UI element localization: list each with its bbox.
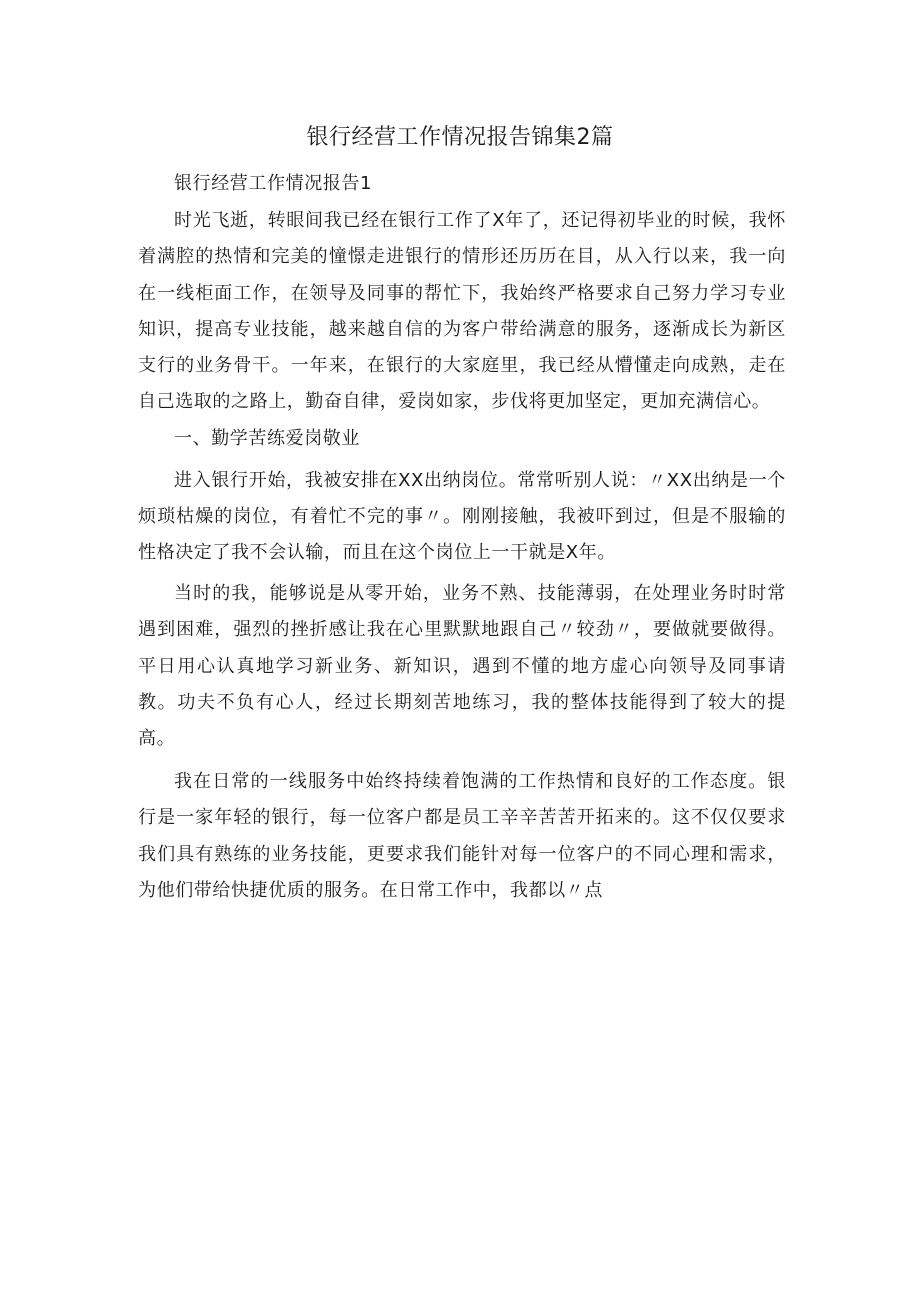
- body-paragraph-3: 我在日常的一线服务中始终持续着饱满的工作热情和良好的工作态度。银行是一家年轻的银行，每一位客户都是员工辛辛苦苦开拓来的。这不仅仅要求我们具有熟练的业务技能，更要求我们能针对每一位客户的不同心理和需求，为他们带给快捷优质的服务。在日常工作中，我都以〃点: [138, 771, 786, 901]
- document-body: [138, 166, 786, 909]
- body-paragraph-2: 当时的我，能够说是从零开始，业务不熟、技能薄弱，在处理业务时时常遇到困难，强烈的挫折感让我在心里默默地跟自己〃较劲〃，要做就要做得。平日用心认真地学习新业务、新知识，遇到不懂的地方虚心向领导及同事请教。功夫不负有心人，经过长期刻苦地练习，我的整体技能得到了较大的提高。: [138, 583, 786, 750]
- section-heading-report-1: 银行经营工作情况报告1: [174, 173, 373, 194]
- body-paragraph-1: 进入银行开始，我被安排在XX出纳岗位。常常听别人说：〃XX出纳是一个烦琐枯燥的岗位，有着忙不完的事〃。刚刚接触，我被吓到过，但是不服输的性格决定了我不会认输，而且在这个岗位上一干就是X年。: [138, 469, 786, 564]
- section-heading-1: 一、勤学苦练爱岗敬业: [174, 428, 360, 450]
- intro-paragraph: 时光飞逝，转眼间我已经在银行工作了X年了，还记得初毕业的时候，我怀着满腔的热情和完美的憧憬走进银行的情形还历历在目，从入行以来，我一向在一线柜面工作，在领导及同事的帮忙下，我始终严格要求自己努力学习专业知识，提高专业技能，越来越自信的为客户带给满意的服务，逐渐成长为新区支行的业务骨干。一年来，在银行的大家庭里，我已经从懵懂走向成熟，走在自己选取的之路上，勤奋自律，爱岗如家，步伐将更加坚定，更加充满信心。: [138, 210, 786, 413]
- document-title: 银行经营工作情况报告锦集2篇: [306, 125, 614, 150]
